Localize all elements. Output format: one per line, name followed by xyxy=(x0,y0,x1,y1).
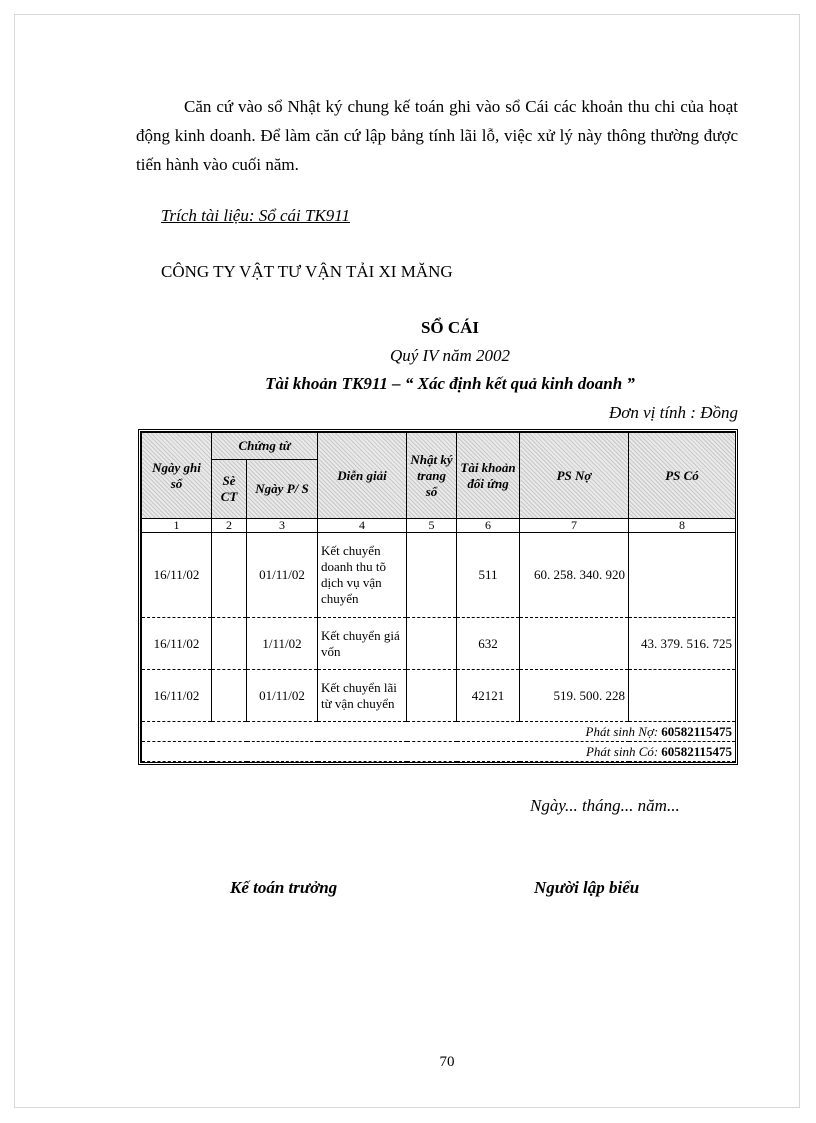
cell-voucher-date: 1/11/02 xyxy=(247,618,318,670)
column-number-row xyxy=(142,519,736,533)
ledger-account: Tài khoản TK911 – “ Xác định kết quả kinh doanh ” xyxy=(265,374,635,393)
column-number: 1 xyxy=(142,519,212,533)
cell-journal-page xyxy=(407,618,457,670)
total-debit-cell xyxy=(142,722,736,742)
cell-date: 16/11/02 xyxy=(142,533,212,618)
ledger-period: Quý IV năm 2002 xyxy=(389,346,511,365)
column-number: 3 xyxy=(247,519,318,533)
column-number: 5 xyxy=(407,519,457,533)
header-credit: PS Có xyxy=(629,433,736,519)
cell-voucher-no xyxy=(212,533,247,618)
header-voucher-date: Ngày P/ S xyxy=(247,460,318,519)
cell-voucher-date: 01/11/02 xyxy=(247,670,318,722)
intro-paragraph xyxy=(136,92,738,179)
cell-credit: 43. 379. 516. 725 xyxy=(629,618,736,670)
column-number: 6 xyxy=(457,519,520,533)
cell-contra-account: 632 xyxy=(457,618,520,670)
total-debit-row xyxy=(142,722,736,742)
column-number: 7 xyxy=(520,519,629,533)
cell-debit: 519. 500. 228 xyxy=(520,670,629,722)
header-description: Diễn giải xyxy=(318,433,407,519)
cell-credit xyxy=(629,533,736,618)
ledger-table xyxy=(141,432,736,762)
header-date: Ngày ghi sổ xyxy=(142,433,212,519)
total-credit-row xyxy=(142,742,736,762)
column-number: 8 xyxy=(629,519,736,533)
total-credit-label: Phát sinh Có: xyxy=(585,743,659,759)
ledger-table-frame xyxy=(138,429,738,765)
page-number: 70 xyxy=(439,1054,455,1070)
table-row xyxy=(142,618,736,670)
cell-journal-page xyxy=(407,533,457,618)
source-note: Trích tài liệu: Sổ cái TK911 xyxy=(161,206,351,225)
header-contra-account: Tài khoản đối ứng xyxy=(457,433,520,519)
cell-date: 16/11/02 xyxy=(142,670,212,722)
cell-description: Kết chuyển giá vốn xyxy=(318,618,407,670)
company-name: CÔNG TY VẬT TƯ VẬN TẢI XI MĂNG xyxy=(161,262,453,281)
intro-text: Căn cứ vào sổ Nhật ký chung kế toán ghi vào sổ Cái các khoản thu chi của hoạt động kinh doanh. Để làm căn cứ lập bảng tính lãi lỗ, việc xử lý này thông thường được tiến hành vào cuối năm. xyxy=(136,97,738,174)
header-voucher-group: Chứng từ xyxy=(212,433,318,460)
signature-preparer: Người lập biểu xyxy=(534,878,640,897)
ledger-unit: Đơn vị tính : Đồng xyxy=(608,403,738,422)
total-credit-cell xyxy=(142,742,736,762)
cell-contra-account: 42121 xyxy=(457,670,520,722)
cell-contra-account: 511 xyxy=(457,533,520,618)
cell-debit xyxy=(520,618,629,670)
cell-voucher-no xyxy=(212,618,247,670)
cell-description: Kết chuyển lãi từ vận chuyển xyxy=(318,670,407,722)
cell-credit xyxy=(629,670,736,722)
signature-chief-accountant: Kế toán trưởng xyxy=(230,878,338,897)
total-debit-value: 60582115475 xyxy=(661,723,733,739)
header-journal-page: Nhật ký trang sổ xyxy=(407,433,457,519)
table-row xyxy=(142,670,736,722)
cell-description: Kết chuyển doanh thu tõ dịch vụ vận chuyển xyxy=(318,533,407,618)
cell-voucher-no xyxy=(212,670,247,722)
date-line: Ngày... tháng... năm... xyxy=(530,796,680,815)
ledger-title: SỔ CÁI xyxy=(420,318,480,337)
cell-journal-page xyxy=(407,670,457,722)
column-number: 4 xyxy=(318,519,407,533)
cell-debit: 60. 258. 340. 920 xyxy=(520,533,629,618)
header-debit: PS Nợ xyxy=(520,433,629,519)
total-debit-label: Phát sinh Nợ: xyxy=(585,723,659,739)
header-voucher-no: Sè CT xyxy=(212,460,247,519)
cell-voucher-date: 01/11/02 xyxy=(247,533,318,618)
column-number: 2 xyxy=(212,519,247,533)
table-row xyxy=(142,533,736,618)
total-credit-value: 60582115475 xyxy=(661,743,733,759)
cell-date: 16/11/02 xyxy=(142,618,212,670)
